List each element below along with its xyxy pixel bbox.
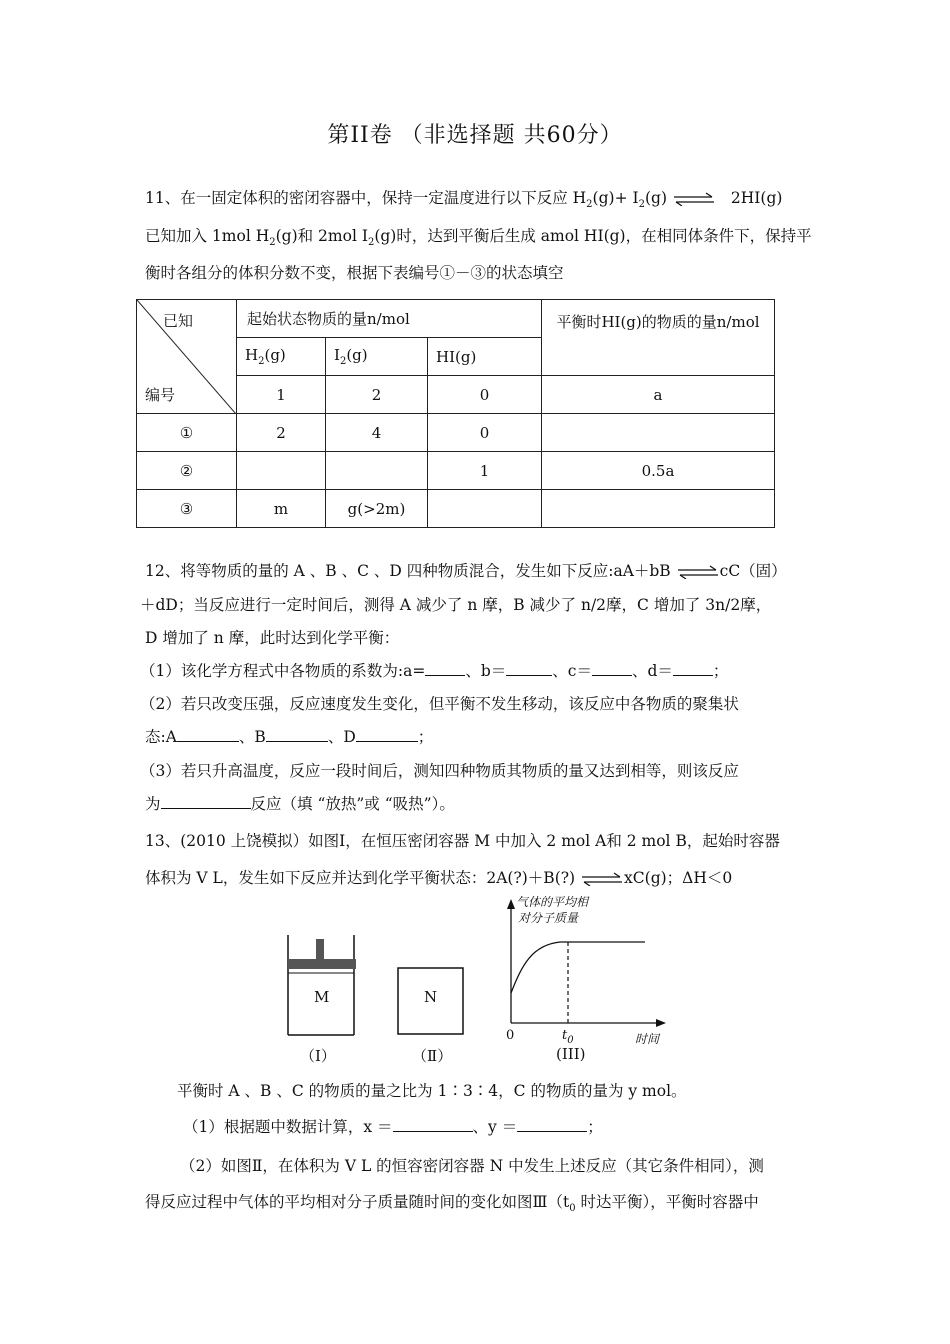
label-n: N — [424, 988, 438, 1006]
answer-blank[interactable] — [517, 1117, 587, 1132]
cell-hi — [428, 490, 542, 528]
piston-rod — [316, 939, 324, 959]
label-m: M — [314, 988, 330, 1006]
row-label: ② — [137, 452, 237, 490]
graph-ylabel-line1: 气体的平均相 — [516, 895, 589, 909]
cell-hi: 0 — [428, 376, 542, 414]
q13-line3: 平衡时 A 、B 、C 的物质的量之比为 1∶3∶4，C 的物质的量为 y mol。 — [177, 1082, 687, 1100]
caption-fig1: （Ⅰ） — [300, 1047, 336, 1065]
q11-line1 — [145, 186, 782, 210]
q12-text: 、D — [327, 728, 356, 746]
equilibrium-arrow-icon — [672, 192, 716, 206]
q12-part1 — [140, 659, 728, 681]
q13-text: 时达平衡），平衡时容器中 — [575, 1193, 759, 1211]
q13-text: 、y ＝ — [472, 1118, 518, 1136]
q12-text: ； — [417, 728, 434, 746]
graph-t0-label: $t_0$ — [562, 1028, 574, 1046]
diag-bottom-label: 编号 — [145, 386, 176, 404]
q11-text: (g)和 2mol I — [275, 227, 368, 245]
page-title: 第II卷 （非选择题 共60分） — [327, 123, 623, 148]
graph-xlabel: 时间 — [635, 1032, 660, 1046]
row-label: ③ — [137, 490, 237, 528]
caption-fig2: （Ⅱ） — [412, 1047, 453, 1065]
q12-part3-line2 — [145, 792, 455, 814]
subscript: 2 — [367, 237, 375, 248]
q13-line2 — [145, 866, 732, 888]
q12-text: ； — [712, 662, 729, 680]
q13-part1 — [183, 1115, 603, 1137]
figure-container-m — [286, 935, 358, 1037]
caption-fig3: (III) — [556, 1045, 586, 1063]
cell-i2: 4 — [326, 414, 428, 452]
answer-blank[interactable] — [266, 727, 328, 742]
cell-i2: 2 — [326, 376, 428, 414]
q12-text: 、c＝ — [552, 662, 592, 680]
q11-line2 — [145, 224, 812, 248]
q12-line1 — [145, 559, 787, 581]
q11-text: (g) — [644, 189, 668, 207]
cell-h2: 2 — [237, 414, 326, 452]
answer-blank[interactable] — [393, 1117, 473, 1132]
q11-text: 2HI(g) — [730, 189, 783, 207]
answer-blank[interactable] — [161, 794, 251, 809]
col-i2: $I_2(g)$ — [326, 338, 428, 376]
subscript: 2 — [638, 199, 645, 210]
cell-h2: 1 — [237, 376, 326, 414]
subscript: 2 — [269, 237, 276, 248]
y-axis-arrow-icon — [507, 899, 515, 909]
header-equilibrium-hi: 平衡时HI(g)的物质的量n/mol — [542, 300, 775, 376]
diag-top-label: 已知 — [163, 312, 194, 330]
cell-i2: g(>2m) — [326, 490, 428, 528]
q12-text: cC（固） — [719, 562, 787, 580]
q12-text: 12、将等物质的量的 A 、B 、C 、D 四种物质混合，发生如下反应:aA＋bB — [145, 562, 671, 580]
answer-blank[interactable] — [673, 661, 713, 676]
q11-text: (g)时，达到平衡后生成 amol HI(g)，在相同体条件下，保持平 — [374, 227, 812, 245]
cell-i2 — [326, 452, 428, 490]
cell-result: a — [542, 376, 775, 414]
q11-table — [136, 299, 775, 528]
q12-part2-line2 — [145, 725, 433, 747]
piston — [288, 959, 356, 969]
q13-text: xC(g)；ΔH＜0 — [624, 869, 733, 887]
equilibrium-arrow-icon — [676, 565, 720, 579]
q13-text: ； — [587, 1118, 603, 1136]
diagonal-header-cell — [137, 300, 237, 414]
row-label: ① — [137, 414, 237, 452]
q11-line3: 衡时各组分的体积分数不变，根据下表编号①－③的状态填空 — [145, 264, 564, 282]
q12-text: 反应（填 “放热”或 “吸热”）。 — [250, 795, 455, 813]
q12-text: 为 — [145, 795, 161, 813]
q13-line1: 13、(2010 上饶模拟）如图Ⅰ，在恒压密闭容器 M 中加入 2 mol A和 2 mol B，起始时容器 — [145, 832, 780, 850]
answer-blank[interactable] — [592, 661, 632, 676]
subscript: 2 — [586, 199, 593, 210]
col-hi: HI(g) — [428, 338, 542, 376]
answer-blank[interactable] — [425, 661, 465, 676]
q11-text: (g)+ I — [592, 189, 639, 207]
subscript: 0 — [569, 1203, 576, 1214]
q11-text: 已知加入 1mol H — [145, 227, 270, 245]
q12-line3: D 增加了 n 摩，此时达到化学平衡： — [145, 629, 400, 647]
q11-text: 11、在一固定体积的密闭容器中，保持一定温度进行以下反应 H — [145, 189, 587, 207]
cell-result — [542, 414, 775, 452]
q13-part2-line2 — [145, 1190, 759, 1214]
graph-ylabel-line2: 对分子质量 — [518, 911, 579, 925]
cell-h2 — [237, 452, 326, 490]
answer-blank[interactable] — [177, 727, 239, 742]
q12-text: 、d＝ — [631, 662, 673, 680]
q12-text: 、B — [238, 728, 266, 746]
q12-text: 态:A — [145, 728, 177, 746]
q12-part2-line1: （2）若只改变压强，反应速度发生变化，但平衡不发生移动，该反应中各物质的聚集状 — [140, 695, 739, 713]
q13-part2-line1: （2）如图Ⅱ，在体积为 V L 的恒容密闭容器 N 中发生上述反应（其它条件相同），测 — [180, 1157, 764, 1175]
answer-blank[interactable] — [356, 727, 418, 742]
cell-hi: 0 — [428, 414, 542, 452]
q12-part3-line1: （3）若只升高温度，反应一段时间后，测知四种物质其物质的量又达到相等，则该反应 — [140, 762, 739, 780]
cell-result — [542, 490, 775, 528]
x-axis-arrow-icon — [656, 1019, 666, 1027]
answer-blank[interactable] — [506, 661, 552, 676]
cell-result: 0.5a — [542, 452, 775, 490]
molar-mass-curve — [511, 942, 645, 993]
graph-origin-label: 0 — [506, 1028, 515, 1043]
q12-line2: ＋dD；当反应进行一定时间后，测得 A 减少了 n 摩，B 减少了 n/2摩，C 增加了 3n/2摩， — [140, 596, 772, 614]
col-h2: $H_2(g)$ — [237, 338, 326, 376]
header-initial-amount: 起始状态物质的量n/mol — [237, 300, 542, 338]
q13-text: （1）根据题中数据计算，x ＝ — [183, 1118, 393, 1136]
cell-hi: 1 — [428, 452, 542, 490]
cell-h2: m — [237, 490, 326, 528]
q13-text: 得反应过程中气体的平均相对分子质量随时间的变化如图Ⅲ（t — [145, 1193, 570, 1211]
q12-text: （1）该化学方程式中各物质的系数为:a= — [140, 662, 426, 680]
q13-text: 体积为 V L，发生如下反应并达到化学平衡状态：2A(?)＋B(?) — [145, 869, 576, 887]
equilibrium-arrow-icon — [580, 872, 624, 886]
q12-text: 、b＝ — [465, 662, 507, 680]
